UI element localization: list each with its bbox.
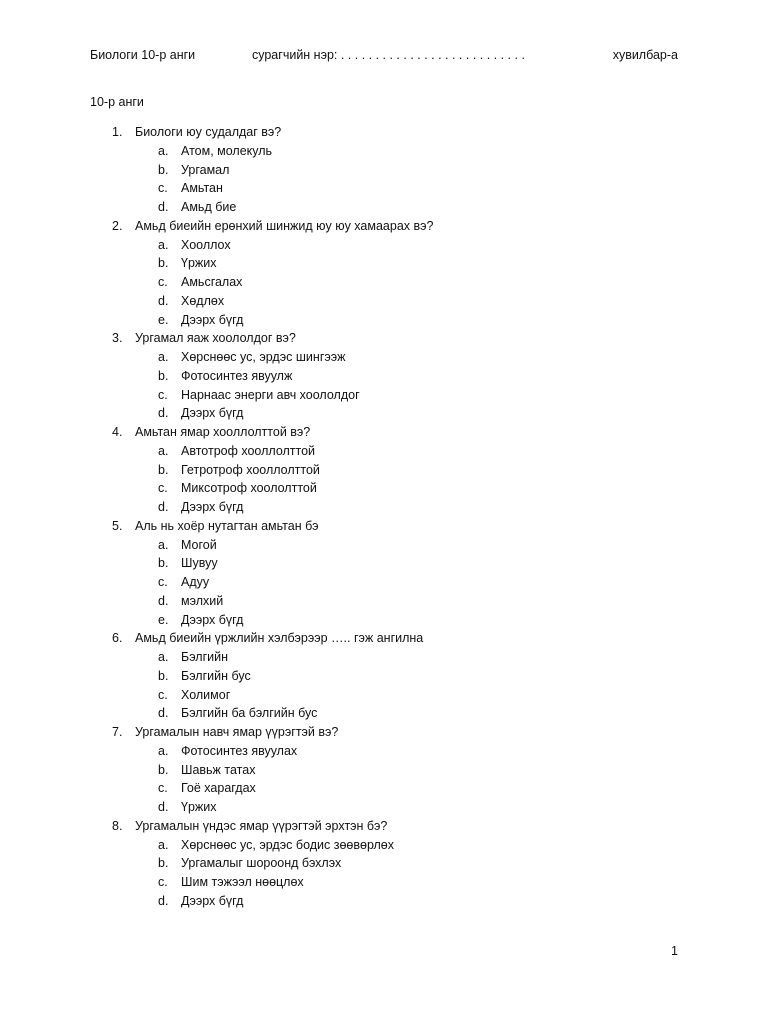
option-letter: b. xyxy=(158,668,169,683)
option-letter: e. xyxy=(158,612,169,627)
question-item xyxy=(0,517,768,630)
answer-option xyxy=(0,742,768,761)
question-item xyxy=(0,817,768,911)
option-letter: b. xyxy=(158,556,169,571)
question-text: Амьд биеийн ерөнхий шинжид юу юу хамаарах вэ? xyxy=(135,218,434,233)
question-number: 2. xyxy=(112,218,123,233)
answer-option xyxy=(0,348,768,367)
option-letter: a. xyxy=(158,237,169,252)
question-item xyxy=(0,723,768,817)
question-number: 1. xyxy=(112,125,123,139)
answer-option xyxy=(0,179,768,198)
question-line xyxy=(0,517,768,536)
answer-option xyxy=(0,536,768,555)
answer-option xyxy=(0,479,768,498)
question-number: 3. xyxy=(112,331,123,346)
question-text: Биологи юу судалдаг вэ? xyxy=(135,125,282,139)
question-line xyxy=(0,723,768,742)
answer-option xyxy=(0,198,768,217)
student-name-field: сурагчийн нэр: . . . . . . . . . . . . . . . . . . . . . . . . . . . xyxy=(252,48,525,62)
option-text: Шим тэжээл нөөцлөх xyxy=(181,875,304,889)
option-text: Адуу xyxy=(181,575,210,589)
answer-option xyxy=(0,386,768,405)
option-letter: c. xyxy=(158,387,168,402)
option-letter: a. xyxy=(158,143,169,158)
option-letter: b. xyxy=(158,762,169,777)
answer-option xyxy=(0,236,768,255)
option-letter: b. xyxy=(158,856,169,871)
option-text: Фотосинтез явуулж xyxy=(181,368,293,383)
subject-label: Биологи 10-р анги xyxy=(90,48,196,62)
answer-option xyxy=(0,761,768,780)
question-number: 5. xyxy=(112,518,123,533)
option-letter: c. xyxy=(158,781,168,796)
answer-option xyxy=(0,686,768,705)
option-text: Амьсгалах xyxy=(181,275,243,289)
answer-option xyxy=(0,648,768,667)
option-text: Холимог xyxy=(181,687,231,702)
option-text: Амьтан xyxy=(181,181,223,196)
question-item xyxy=(0,629,768,723)
option-text: Дээрх бүгд xyxy=(181,612,244,627)
answer-option xyxy=(0,779,768,798)
option-text: Хооллох xyxy=(181,237,231,252)
option-text: Үржих xyxy=(181,256,217,271)
option-letter: a. xyxy=(158,537,169,552)
option-text: Автотроф хооллолттой xyxy=(181,443,316,458)
option-letter: d. xyxy=(158,406,169,421)
option-letter: d. xyxy=(158,706,169,721)
answer-option xyxy=(0,442,768,461)
option-letter: b. xyxy=(158,368,169,383)
option-text: Ургамал xyxy=(181,162,230,177)
question-list xyxy=(0,123,768,911)
option-letter: a. xyxy=(158,443,169,458)
option-letter: c. xyxy=(158,875,168,889)
option-letter: d. xyxy=(158,800,169,814)
option-letter: d. xyxy=(158,200,169,214)
answer-option xyxy=(0,573,768,592)
answer-option xyxy=(0,254,768,273)
option-text: Фотосинтез явуулах xyxy=(181,743,298,758)
option-text: Гетротроф хооллолттой xyxy=(181,462,320,477)
question-text: Ургамалын үндэс ямар үүрэгтэй эрхтэн бэ? xyxy=(135,818,388,833)
option-text: Дээрх бүгд xyxy=(181,893,244,908)
question-item xyxy=(0,329,768,423)
page-number: 1 xyxy=(671,944,678,958)
question-text: Ургамал яаж хоололдог вэ? xyxy=(135,331,296,346)
answer-option xyxy=(0,461,768,480)
option-text: Ургамалыг шороонд бэхлэх xyxy=(181,856,342,871)
option-letter: a. xyxy=(158,743,169,758)
option-text: Дээрх бүгд xyxy=(181,500,244,514)
option-text: Миксотроф хоололттой xyxy=(181,481,317,496)
option-letter: c. xyxy=(158,687,168,702)
question-number: 7. xyxy=(112,725,123,739)
question-line xyxy=(0,423,768,442)
option-letter: b. xyxy=(158,162,169,177)
option-text: Дээрх бүгд xyxy=(181,312,244,327)
option-letter: b. xyxy=(158,462,169,477)
question-text: Амьд биеийн үржлийн хэлбэрээр ….. гэж ангилна xyxy=(135,631,424,646)
option-text: Бэлгийн xyxy=(181,650,229,664)
answer-option xyxy=(0,592,768,611)
option-text: Хөдлөх xyxy=(181,293,225,308)
option-letter: c. xyxy=(158,181,168,196)
option-text: Хөрснөөс ус, эрдэс шингээж xyxy=(181,350,346,364)
option-text: Хөрснөөс ус, эрдэс бодис зөөвөрлөх xyxy=(181,837,394,852)
option-letter: d. xyxy=(158,593,169,608)
option-text: Бэлгийн ба бэлгийн бус xyxy=(181,706,318,721)
question-text: Амьтан ямар хооллолттой вэ? xyxy=(135,425,311,439)
page-header xyxy=(0,48,768,66)
option-letter: b. xyxy=(158,256,169,271)
question-item xyxy=(0,217,768,330)
answer-option xyxy=(0,161,768,180)
option-text: Үржих xyxy=(181,800,217,814)
variant-label: хувилбар-а xyxy=(612,48,678,62)
question-text: Аль нь хоёр нутагтан амьтан бэ xyxy=(135,518,319,533)
answer-option xyxy=(0,498,768,517)
answer-option xyxy=(0,667,768,686)
answer-option xyxy=(0,292,768,311)
answer-option xyxy=(0,854,768,873)
option-text: Амьд бие xyxy=(181,200,237,214)
option-letter: c. xyxy=(158,275,168,289)
option-letter: e. xyxy=(158,312,169,327)
option-text: Нарнаас энерги авч хоололдог xyxy=(181,387,360,402)
answer-option xyxy=(0,142,768,161)
option-text: мэлхий xyxy=(181,593,224,608)
option-letter: d. xyxy=(158,893,169,908)
answer-option xyxy=(0,611,768,630)
question-line xyxy=(0,329,768,348)
option-text: Атом, молекуль xyxy=(181,143,273,158)
option-text: Гоё харагдах xyxy=(181,781,256,796)
answer-option xyxy=(0,873,768,892)
answer-option xyxy=(0,704,768,723)
section-title: 10-р анги xyxy=(90,95,144,109)
option-text: Шавьж татах xyxy=(181,762,256,777)
answer-option xyxy=(0,404,768,423)
question-number: 8. xyxy=(112,818,123,833)
answer-option xyxy=(0,311,768,330)
question-line xyxy=(0,629,768,648)
question-number: 4. xyxy=(112,425,123,439)
answer-option xyxy=(0,892,768,911)
option-letter: a. xyxy=(158,837,169,852)
question-line xyxy=(0,123,768,142)
option-text: Дээрх бүгд xyxy=(181,406,244,421)
option-text: Могой xyxy=(181,537,217,552)
question-line xyxy=(0,217,768,236)
option-letter: d. xyxy=(158,500,169,514)
answer-option xyxy=(0,367,768,386)
answer-option xyxy=(0,554,768,573)
option-text: Бэлгийн бус xyxy=(181,668,251,683)
option-text: Шувуу xyxy=(181,556,218,571)
option-letter: a. xyxy=(158,350,169,364)
option-letter: d. xyxy=(158,293,169,308)
question-line xyxy=(0,817,768,836)
question-item xyxy=(0,423,768,517)
question-item xyxy=(0,123,768,217)
question-number: 6. xyxy=(112,631,123,646)
answer-option xyxy=(0,798,768,817)
answer-option xyxy=(0,836,768,855)
option-letter: c. xyxy=(158,575,168,589)
option-letter: a. xyxy=(158,650,169,664)
answer-option xyxy=(0,273,768,292)
question-text: Ургамалын навч ямар үүрэгтэй вэ? xyxy=(135,725,339,739)
option-letter: c. xyxy=(158,481,168,496)
